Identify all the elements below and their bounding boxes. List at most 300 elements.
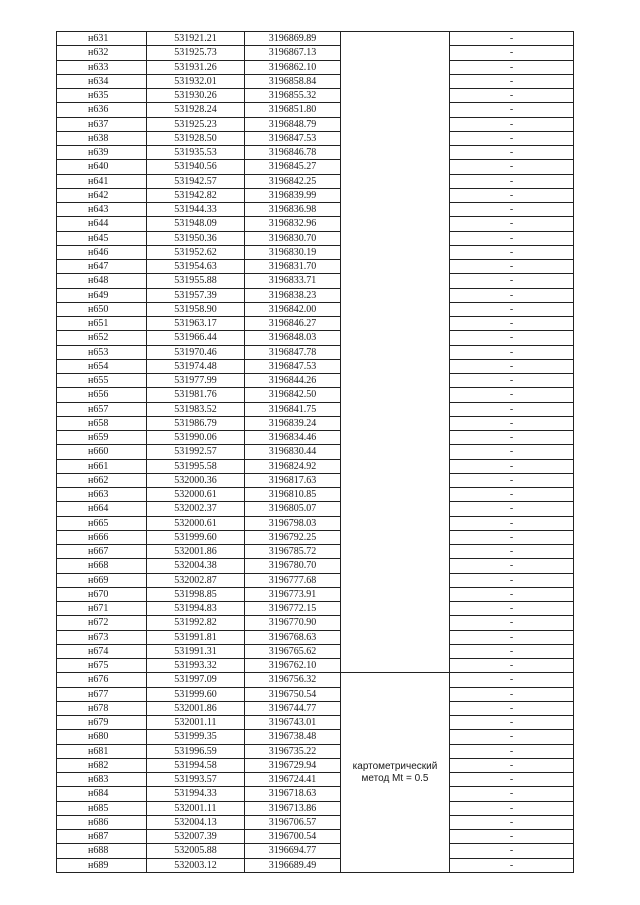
x-coordinate-cell: 531991.81	[147, 630, 245, 644]
point-id-cell: н672	[57, 616, 147, 630]
table-row	[57, 317, 574, 331]
y-coordinate-cell: 3196762.10	[245, 659, 341, 673]
y-coordinate-cell: 3196756.32	[245, 673, 341, 687]
x-coordinate-cell: 531925.73	[147, 46, 245, 60]
accuracy-cell: -	[450, 716, 574, 730]
method-cell	[341, 659, 450, 673]
method-cell	[341, 644, 450, 658]
table-row	[57, 545, 574, 559]
point-id-cell: н660	[57, 445, 147, 459]
accuracy-cell: -	[450, 815, 574, 829]
x-coordinate-cell: 531931.26	[147, 60, 245, 74]
point-id-cell: н650	[57, 302, 147, 316]
x-coordinate-cell: 531994.83	[147, 602, 245, 616]
point-id-cell: н689	[57, 858, 147, 872]
x-coordinate-cell: 531990.06	[147, 431, 245, 445]
method-cell	[341, 331, 450, 345]
table-row	[57, 587, 574, 601]
table-row	[57, 402, 574, 416]
point-id-cell: н658	[57, 416, 147, 430]
accuracy-cell: -	[450, 488, 574, 502]
table-row	[57, 260, 574, 274]
table-row	[57, 559, 574, 573]
y-coordinate-cell: 3196869.89	[245, 32, 341, 46]
x-coordinate-cell: 532003.12	[147, 858, 245, 872]
point-id-cell: н632	[57, 46, 147, 60]
point-id-cell: н631	[57, 32, 147, 46]
y-coordinate-cell: 3196858.84	[245, 74, 341, 88]
method-cell	[341, 160, 450, 174]
method-cell	[341, 131, 450, 145]
accuracy-cell: -	[450, 530, 574, 544]
table-row	[57, 231, 574, 245]
point-id-cell: н678	[57, 701, 147, 715]
table-row	[57, 787, 574, 801]
table-row	[57, 858, 574, 872]
x-coordinate-cell: 531928.24	[147, 103, 245, 117]
method-cell	[341, 302, 450, 316]
point-id-cell: н649	[57, 288, 147, 302]
x-coordinate-cell: 532001.86	[147, 701, 245, 715]
table-row	[57, 516, 574, 530]
x-coordinate-cell: 531942.82	[147, 188, 245, 202]
accuracy-cell: -	[450, 502, 574, 516]
table-row	[57, 359, 574, 373]
x-coordinate-cell: 532000.61	[147, 516, 245, 530]
point-id-cell: н636	[57, 103, 147, 117]
table-row	[57, 573, 574, 587]
point-id-cell: н674	[57, 644, 147, 658]
accuracy-cell: -	[450, 858, 574, 872]
x-coordinate-cell: 531986.79	[147, 416, 245, 430]
accuracy-cell: -	[450, 459, 574, 473]
method-cell	[341, 545, 450, 559]
x-coordinate-cell: 531954.63	[147, 260, 245, 274]
point-id-cell: н641	[57, 174, 147, 188]
method-cell	[341, 231, 450, 245]
table-row	[57, 146, 574, 160]
x-coordinate-cell: 531950.36	[147, 231, 245, 245]
point-id-cell: н653	[57, 345, 147, 359]
method-cell	[341, 117, 450, 131]
y-coordinate-cell: 3196765.62	[245, 644, 341, 658]
x-coordinate-cell: 531932.01	[147, 74, 245, 88]
y-coordinate-cell: 3196830.44	[245, 445, 341, 459]
accuracy-cell: -	[450, 673, 574, 687]
point-id-cell: н646	[57, 245, 147, 259]
y-coordinate-cell: 3196750.54	[245, 687, 341, 701]
x-coordinate-cell: 531981.76	[147, 388, 245, 402]
y-coordinate-cell: 3196830.19	[245, 245, 341, 259]
table-row	[57, 488, 574, 502]
x-coordinate-cell: 532007.39	[147, 830, 245, 844]
y-coordinate-cell: 3196772.15	[245, 602, 341, 616]
x-coordinate-cell: 531970.46	[147, 345, 245, 359]
table-row	[57, 744, 574, 758]
y-coordinate-cell: 3196839.99	[245, 188, 341, 202]
y-coordinate-cell: 3196867.13	[245, 46, 341, 60]
x-coordinate-cell: 531992.82	[147, 616, 245, 630]
point-id-cell: н647	[57, 260, 147, 274]
point-id-cell: н671	[57, 602, 147, 616]
accuracy-cell: -	[450, 473, 574, 487]
table-row	[57, 217, 574, 231]
accuracy-cell: -	[450, 146, 574, 160]
y-coordinate-cell: 3196830.70	[245, 231, 341, 245]
accuracy-cell: -	[450, 644, 574, 658]
accuracy-cell: -	[450, 103, 574, 117]
point-id-cell: н640	[57, 160, 147, 174]
x-coordinate-cell: 531928.50	[147, 131, 245, 145]
table-row	[57, 274, 574, 288]
accuracy-cell: -	[450, 445, 574, 459]
table-row	[57, 673, 574, 687]
accuracy-cell: -	[450, 744, 574, 758]
y-coordinate-cell: 3196706.57	[245, 815, 341, 829]
x-coordinate-cell: 531999.60	[147, 687, 245, 701]
point-id-cell: н683	[57, 773, 147, 787]
y-coordinate-cell: 3196862.10	[245, 60, 341, 74]
method-cell	[341, 260, 450, 274]
x-coordinate-cell: 531994.58	[147, 758, 245, 772]
point-id-cell: н675	[57, 659, 147, 673]
point-id-cell: н681	[57, 744, 147, 758]
point-id-cell: н684	[57, 787, 147, 801]
accuracy-cell: -	[450, 117, 574, 131]
table-row	[57, 245, 574, 259]
table-row	[57, 331, 574, 345]
point-id-cell: н639	[57, 146, 147, 160]
method-cell	[341, 530, 450, 544]
accuracy-cell: -	[450, 174, 574, 188]
method-cell	[341, 359, 450, 373]
point-id-cell: н661	[57, 459, 147, 473]
x-coordinate-cell: 532005.88	[147, 844, 245, 858]
x-coordinate-cell: 532001.11	[147, 716, 245, 730]
x-coordinate-cell: 532004.38	[147, 559, 245, 573]
table-row	[57, 830, 574, 844]
method-cell	[341, 89, 450, 103]
table-row	[57, 502, 574, 516]
x-coordinate-cell: 531991.31	[147, 644, 245, 658]
x-coordinate-cell: 531997.09	[147, 673, 245, 687]
point-id-cell: н637	[57, 117, 147, 131]
y-coordinate-cell: 3196836.98	[245, 203, 341, 217]
method-text-line-1: картометрический	[352, 760, 438, 772]
point-id-cell: н669	[57, 573, 147, 587]
method-cell	[341, 559, 450, 573]
x-coordinate-cell: 531998.85	[147, 587, 245, 601]
table-row	[57, 687, 574, 701]
method-cell	[341, 374, 450, 388]
method-cell	[341, 245, 450, 259]
y-coordinate-cell: 3196817.63	[245, 473, 341, 487]
y-coordinate-cell: 3196738.48	[245, 730, 341, 744]
y-coordinate-cell: 3196773.91	[245, 587, 341, 601]
accuracy-cell: -	[450, 659, 574, 673]
table-row	[57, 616, 574, 630]
y-coordinate-cell: 3196743.01	[245, 716, 341, 730]
x-coordinate-cell: 531977.99	[147, 374, 245, 388]
point-id-cell: н682	[57, 758, 147, 772]
y-coordinate-cell: 3196841.75	[245, 402, 341, 416]
method-cell	[341, 516, 450, 530]
x-coordinate-cell: 531993.57	[147, 773, 245, 787]
x-coordinate-cell: 531999.35	[147, 730, 245, 744]
accuracy-cell: -	[450, 60, 574, 74]
table-row	[57, 716, 574, 730]
accuracy-cell: -	[450, 687, 574, 701]
y-coordinate-cell: 3196844.26	[245, 374, 341, 388]
table-row	[57, 103, 574, 117]
coordinates-table	[56, 31, 574, 873]
x-coordinate-cell: 531955.88	[147, 274, 245, 288]
table-row	[57, 174, 574, 188]
point-id-cell: н676	[57, 673, 147, 687]
table-row	[57, 758, 574, 772]
y-coordinate-cell: 3196792.25	[245, 530, 341, 544]
x-coordinate-cell: 532002.87	[147, 573, 245, 587]
table-row	[57, 374, 574, 388]
table-row	[57, 844, 574, 858]
y-coordinate-cell: 3196805.07	[245, 502, 341, 516]
accuracy-cell: -	[450, 602, 574, 616]
y-coordinate-cell: 3196834.46	[245, 431, 341, 445]
accuracy-cell: -	[450, 32, 574, 46]
accuracy-cell: -	[450, 331, 574, 345]
point-id-cell: н666	[57, 530, 147, 544]
x-coordinate-cell: 532000.61	[147, 488, 245, 502]
x-coordinate-cell: 531994.33	[147, 787, 245, 801]
accuracy-cell: -	[450, 830, 574, 844]
table-row	[57, 203, 574, 217]
y-coordinate-cell: 3196832.96	[245, 217, 341, 231]
y-coordinate-cell: 3196798.03	[245, 516, 341, 530]
accuracy-cell: -	[450, 274, 574, 288]
x-coordinate-cell: 531966.44	[147, 331, 245, 345]
point-id-cell: н679	[57, 716, 147, 730]
table-row	[57, 815, 574, 829]
accuracy-cell: -	[450, 131, 574, 145]
y-coordinate-cell: 3196842.50	[245, 388, 341, 402]
point-id-cell: н645	[57, 231, 147, 245]
y-coordinate-cell: 3196848.79	[245, 117, 341, 131]
point-id-cell: н656	[57, 388, 147, 402]
accuracy-cell: -	[450, 730, 574, 744]
point-id-cell: н665	[57, 516, 147, 530]
accuracy-cell: -	[450, 203, 574, 217]
x-coordinate-cell: 531944.33	[147, 203, 245, 217]
accuracy-cell: -	[450, 545, 574, 559]
x-coordinate-cell: 531948.09	[147, 217, 245, 231]
y-coordinate-cell: 3196855.32	[245, 89, 341, 103]
accuracy-cell: -	[450, 217, 574, 231]
table-row	[57, 117, 574, 131]
y-coordinate-cell: 3196810.85	[245, 488, 341, 502]
point-id-cell: н686	[57, 815, 147, 829]
method-cell	[341, 46, 450, 60]
accuracy-cell: -	[450, 345, 574, 359]
accuracy-cell: -	[450, 587, 574, 601]
point-id-cell: н648	[57, 274, 147, 288]
table-row	[57, 659, 574, 673]
point-id-cell: н642	[57, 188, 147, 202]
method-cell	[341, 488, 450, 502]
y-coordinate-cell: 3196847.53	[245, 359, 341, 373]
table-row	[57, 46, 574, 60]
x-coordinate-cell: 531942.57	[147, 174, 245, 188]
y-coordinate-cell: 3196785.72	[245, 545, 341, 559]
point-id-cell: н644	[57, 217, 147, 231]
method-cell	[341, 288, 450, 302]
method-cell	[341, 473, 450, 487]
x-coordinate-cell: 531958.90	[147, 302, 245, 316]
y-coordinate-cell: 3196848.03	[245, 331, 341, 345]
accuracy-cell: -	[450, 616, 574, 630]
method-cell	[341, 274, 450, 288]
point-id-cell: н651	[57, 317, 147, 331]
accuracy-cell: -	[450, 388, 574, 402]
point-id-cell: н634	[57, 74, 147, 88]
x-coordinate-cell: 531957.39	[147, 288, 245, 302]
y-coordinate-cell: 3196845.27	[245, 160, 341, 174]
point-id-cell: н680	[57, 730, 147, 744]
method-cell	[341, 345, 450, 359]
y-coordinate-cell: 3196729.94	[245, 758, 341, 772]
accuracy-cell: -	[450, 431, 574, 445]
y-coordinate-cell: 3196744.77	[245, 701, 341, 715]
y-coordinate-cell: 3196846.27	[245, 317, 341, 331]
y-coordinate-cell: 3196833.71	[245, 274, 341, 288]
x-coordinate-cell: 531921.21	[147, 32, 245, 46]
accuracy-cell: -	[450, 89, 574, 103]
y-coordinate-cell: 3196842.00	[245, 302, 341, 316]
point-id-cell: н688	[57, 844, 147, 858]
x-coordinate-cell: 531995.58	[147, 459, 245, 473]
table-row	[57, 89, 574, 103]
method-cell	[341, 217, 450, 231]
y-coordinate-cell: 3196831.70	[245, 260, 341, 274]
method-cell	[341, 203, 450, 217]
y-coordinate-cell: 3196718.63	[245, 787, 341, 801]
accuracy-cell: -	[450, 374, 574, 388]
method-cell	[341, 388, 450, 402]
x-coordinate-cell: 532001.86	[147, 545, 245, 559]
y-coordinate-cell: 3196777.68	[245, 573, 341, 587]
accuracy-cell: -	[450, 359, 574, 373]
coordinates-table-body	[57, 32, 574, 873]
method-cell	[341, 602, 450, 616]
y-coordinate-cell: 3196847.78	[245, 345, 341, 359]
method-cell	[341, 431, 450, 445]
point-id-cell: н673	[57, 630, 147, 644]
method-cell	[341, 317, 450, 331]
point-id-cell: н643	[57, 203, 147, 217]
table-row	[57, 473, 574, 487]
method-cell	[341, 587, 450, 601]
table-row	[57, 416, 574, 430]
accuracy-cell: -	[450, 758, 574, 772]
y-coordinate-cell: 3196768.63	[245, 630, 341, 644]
y-coordinate-cell: 3196842.25	[245, 174, 341, 188]
table-row	[57, 445, 574, 459]
table-row	[57, 32, 574, 46]
table-row	[57, 131, 574, 145]
y-coordinate-cell: 3196700.54	[245, 830, 341, 844]
method-cell-merged	[341, 673, 450, 873]
method-cell	[341, 188, 450, 202]
accuracy-cell: -	[450, 773, 574, 787]
accuracy-cell: -	[450, 46, 574, 60]
table-row	[57, 74, 574, 88]
x-coordinate-cell: 531940.56	[147, 160, 245, 174]
point-id-cell: н654	[57, 359, 147, 373]
y-coordinate-cell: 3196694.77	[245, 844, 341, 858]
accuracy-cell: -	[450, 302, 574, 316]
x-coordinate-cell: 531996.59	[147, 744, 245, 758]
x-coordinate-cell: 532000.36	[147, 473, 245, 487]
method-cell	[341, 74, 450, 88]
y-coordinate-cell: 3196735.22	[245, 744, 341, 758]
point-id-cell: н633	[57, 60, 147, 74]
x-coordinate-cell: 531925.23	[147, 117, 245, 131]
table-row	[57, 431, 574, 445]
point-id-cell: н659	[57, 431, 147, 445]
method-cell	[341, 573, 450, 587]
method-cell	[341, 146, 450, 160]
y-coordinate-cell: 3196847.53	[245, 131, 341, 145]
table-row	[57, 459, 574, 473]
accuracy-cell: -	[450, 402, 574, 416]
table-row	[57, 388, 574, 402]
table-row	[57, 801, 574, 815]
method-cell	[341, 174, 450, 188]
y-coordinate-cell: 3196689.49	[245, 858, 341, 872]
point-id-cell: н677	[57, 687, 147, 701]
accuracy-cell: -	[450, 260, 574, 274]
y-coordinate-cell: 3196838.23	[245, 288, 341, 302]
table-row	[57, 773, 574, 787]
method-cell	[341, 416, 450, 430]
point-id-cell: н638	[57, 131, 147, 145]
accuracy-cell: -	[450, 844, 574, 858]
point-id-cell: н670	[57, 587, 147, 601]
accuracy-cell: -	[450, 231, 574, 245]
x-coordinate-cell: 531963.17	[147, 317, 245, 331]
table-row	[57, 730, 574, 744]
y-coordinate-cell: 3196713.86	[245, 801, 341, 815]
x-coordinate-cell: 531983.52	[147, 402, 245, 416]
method-cell	[341, 459, 450, 473]
method-cell	[341, 402, 450, 416]
accuracy-cell: -	[450, 160, 574, 174]
x-coordinate-cell: 531993.32	[147, 659, 245, 673]
point-id-cell: н657	[57, 402, 147, 416]
table-row	[57, 644, 574, 658]
accuracy-cell: -	[450, 573, 574, 587]
accuracy-cell: -	[450, 317, 574, 331]
y-coordinate-cell: 3196846.78	[245, 146, 341, 160]
accuracy-cell: -	[450, 787, 574, 801]
accuracy-cell: -	[450, 288, 574, 302]
accuracy-cell: -	[450, 701, 574, 715]
method-cell	[341, 60, 450, 74]
point-id-cell: н667	[57, 545, 147, 559]
point-id-cell: н687	[57, 830, 147, 844]
accuracy-cell: -	[450, 188, 574, 202]
x-coordinate-cell: 531952.62	[147, 245, 245, 259]
point-id-cell: н635	[57, 89, 147, 103]
